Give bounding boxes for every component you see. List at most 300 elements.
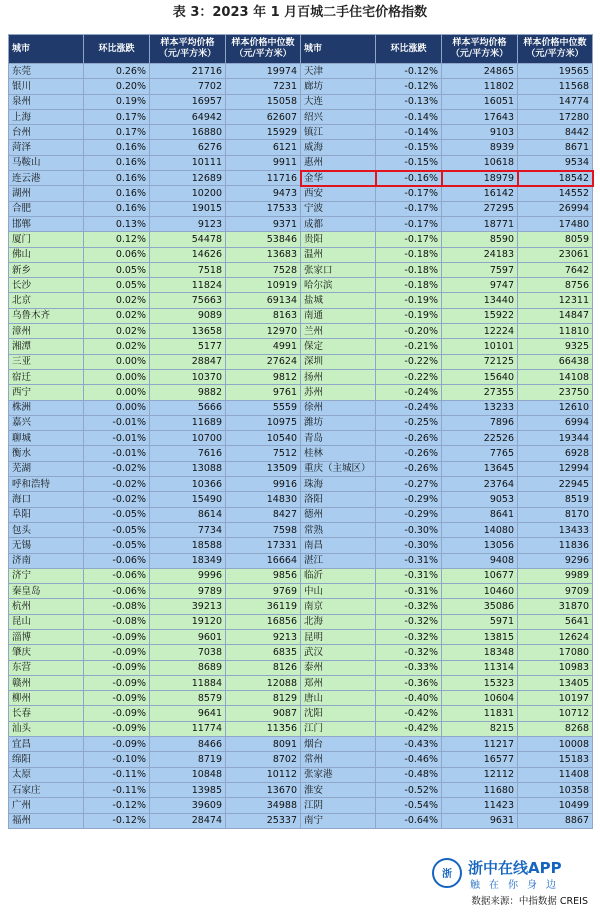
avg-price-cell: 39609 xyxy=(150,798,226,813)
change-cell: -0.08% xyxy=(84,614,150,629)
city-cell: 扬州 xyxy=(301,369,376,384)
change-cell: -0.18% xyxy=(376,278,442,293)
change-cell: -0.11% xyxy=(84,767,150,782)
median-price-cell: 11356 xyxy=(226,721,301,736)
change-cell: -0.32% xyxy=(376,645,442,660)
city-cell: 中山 xyxy=(301,584,376,599)
city-cell: 济宁 xyxy=(9,568,84,583)
avg-price-cell: 12689 xyxy=(150,171,226,186)
avg-price-cell: 9601 xyxy=(150,629,226,644)
avg-price-cell: 9123 xyxy=(150,216,226,231)
avg-price-cell: 9789 xyxy=(150,584,226,599)
avg-price-cell: 18771 xyxy=(442,216,518,231)
avg-price-cell: 54478 xyxy=(150,232,226,247)
avg-price-cell: 11831 xyxy=(442,706,518,721)
city-cell: 阜阳 xyxy=(9,507,84,522)
city-cell: 汕头 xyxy=(9,721,84,736)
median-price-cell: 10499 xyxy=(518,798,593,813)
table-row xyxy=(9,568,593,583)
median-price-cell: 31870 xyxy=(518,599,593,614)
city-cell: 绍兴 xyxy=(301,109,376,124)
city-cell: 廊坊 xyxy=(301,79,376,94)
median-price-cell: 10983 xyxy=(518,660,593,675)
change-cell: -0.12% xyxy=(84,798,150,813)
city-cell: 昆明 xyxy=(301,629,376,644)
change-cell: 0.05% xyxy=(84,262,150,277)
median-price-cell: 13433 xyxy=(518,522,593,537)
median-price-cell: 16856 xyxy=(226,614,301,629)
median-price-cell: 12624 xyxy=(518,629,593,644)
column-header: 样本平均价格（元/平方米） xyxy=(150,35,226,64)
city-cell: 湛江 xyxy=(301,553,376,568)
city-cell: 马鞍山 xyxy=(9,155,84,170)
table-row xyxy=(9,216,593,231)
avg-price-cell: 13088 xyxy=(150,461,226,476)
median-price-cell: 8059 xyxy=(518,232,593,247)
median-price-cell: 4991 xyxy=(226,339,301,354)
city-cell: 台州 xyxy=(9,125,84,140)
avg-price-cell: 10848 xyxy=(150,767,226,782)
table-row xyxy=(9,538,593,553)
avg-price-cell: 10200 xyxy=(150,186,226,201)
avg-price-cell: 28474 xyxy=(150,813,226,828)
city-cell: 淮安 xyxy=(301,782,376,797)
header-row xyxy=(9,35,593,64)
median-price-cell: 7231 xyxy=(226,79,301,94)
city-cell: 昆山 xyxy=(9,614,84,629)
change-cell: -0.13% xyxy=(376,94,442,109)
change-cell: -0.40% xyxy=(376,691,442,706)
median-price-cell: 27624 xyxy=(226,354,301,369)
table-row xyxy=(9,94,593,109)
avg-price-cell: 7518 xyxy=(150,262,226,277)
city-cell: 宁波 xyxy=(301,201,376,216)
table-row xyxy=(9,324,593,339)
change-cell: -0.52% xyxy=(376,782,442,797)
table-row xyxy=(9,79,593,94)
city-cell: 聊城 xyxy=(9,431,84,446)
change-cell: -0.27% xyxy=(376,477,442,492)
city-cell: 南通 xyxy=(301,308,376,323)
median-price-cell: 11716 xyxy=(226,171,301,186)
change-cell: -0.01% xyxy=(84,415,150,430)
change-cell: -0.31% xyxy=(376,553,442,568)
median-price-cell: 8268 xyxy=(518,721,593,736)
avg-price-cell: 13658 xyxy=(150,324,226,339)
change-cell: 0.16% xyxy=(84,201,150,216)
median-price-cell: 36119 xyxy=(226,599,301,614)
city-cell: 北京 xyxy=(9,293,84,308)
city-cell: 张家港 xyxy=(301,767,376,782)
change-cell: 0.17% xyxy=(84,125,150,140)
change-cell: -0.12% xyxy=(376,79,442,94)
city-cell: 菏泽 xyxy=(9,140,84,155)
avg-price-cell: 11314 xyxy=(442,660,518,675)
avg-price-cell: 7616 xyxy=(150,446,226,461)
table-row xyxy=(9,308,593,323)
city-cell: 淄博 xyxy=(9,629,84,644)
change-cell: -0.09% xyxy=(84,691,150,706)
city-cell: 常州 xyxy=(301,752,376,767)
median-price-cell: 8519 xyxy=(518,492,593,507)
change-cell: -0.09% xyxy=(84,629,150,644)
avg-price-cell: 9641 xyxy=(150,706,226,721)
table-row xyxy=(9,155,593,170)
table-row xyxy=(9,171,593,186)
city-cell: 东莞 xyxy=(9,64,84,79)
city-cell: 东营 xyxy=(9,660,84,675)
change-cell: -0.31% xyxy=(376,584,442,599)
city-cell: 大连 xyxy=(301,94,376,109)
table-row xyxy=(9,553,593,568)
median-price-cell: 17280 xyxy=(518,109,593,124)
city-cell: 嘉兴 xyxy=(9,415,84,430)
change-cell: -0.16% xyxy=(376,171,442,186)
city-cell: 青岛 xyxy=(301,431,376,446)
city-cell: 德州 xyxy=(301,507,376,522)
table-row xyxy=(9,782,593,797)
median-price-cell: 9856 xyxy=(226,568,301,583)
median-price-cell: 14552 xyxy=(518,186,593,201)
table-row xyxy=(9,492,593,507)
change-cell: -0.15% xyxy=(376,140,442,155)
city-cell: 泰州 xyxy=(301,660,376,675)
avg-price-cell: 5666 xyxy=(150,400,226,415)
median-price-cell: 25337 xyxy=(226,813,301,828)
median-price-cell: 23061 xyxy=(518,247,593,262)
price-index-table xyxy=(8,34,593,829)
avg-price-cell: 11689 xyxy=(150,415,226,430)
change-cell: -0.02% xyxy=(84,477,150,492)
avg-price-cell: 8590 xyxy=(442,232,518,247)
median-price-cell: 17080 xyxy=(518,645,593,660)
change-cell: -0.17% xyxy=(376,216,442,231)
city-cell: 金华 xyxy=(301,171,376,186)
city-cell: 株洲 xyxy=(9,400,84,415)
avg-price-cell: 72125 xyxy=(442,354,518,369)
avg-price-cell: 11217 xyxy=(442,737,518,752)
median-price-cell: 7528 xyxy=(226,262,301,277)
change-cell: 0.17% xyxy=(84,109,150,124)
change-cell: -0.06% xyxy=(84,553,150,568)
median-price-cell: 8756 xyxy=(518,278,593,293)
median-price-cell: 12311 xyxy=(518,293,593,308)
change-cell: 0.00% xyxy=(84,385,150,400)
change-cell: 0.20% xyxy=(84,79,150,94)
change-cell: 0.13% xyxy=(84,216,150,231)
change-cell: 0.16% xyxy=(84,140,150,155)
median-price-cell: 11568 xyxy=(518,79,593,94)
avg-price-cell: 10101 xyxy=(442,339,518,354)
median-price-cell: 8702 xyxy=(226,752,301,767)
avg-price-cell: 9747 xyxy=(442,278,518,293)
table-row xyxy=(9,125,593,140)
avg-price-cell: 13645 xyxy=(442,461,518,476)
city-cell: 张家口 xyxy=(301,262,376,277)
city-cell: 镇江 xyxy=(301,125,376,140)
city-cell: 福州 xyxy=(9,813,84,828)
change-cell: 0.00% xyxy=(84,369,150,384)
median-price-cell: 10008 xyxy=(518,737,593,752)
median-price-cell: 19344 xyxy=(518,431,593,446)
avg-price-cell: 18348 xyxy=(442,645,518,660)
change-cell: -0.43% xyxy=(376,737,442,752)
median-price-cell: 8671 xyxy=(518,140,593,155)
median-price-cell: 8163 xyxy=(226,308,301,323)
table-row xyxy=(9,431,593,446)
avg-price-cell: 18979 xyxy=(442,171,518,186)
median-price-cell: 13509 xyxy=(226,461,301,476)
avg-price-cell: 10618 xyxy=(442,155,518,170)
change-cell: 0.16% xyxy=(84,186,150,201)
table-row xyxy=(9,109,593,124)
change-cell: -0.18% xyxy=(376,247,442,262)
city-cell: 南京 xyxy=(301,599,376,614)
median-price-cell: 11836 xyxy=(518,538,593,553)
median-price-cell: 13405 xyxy=(518,675,593,690)
avg-price-cell: 75663 xyxy=(150,293,226,308)
median-price-cell: 6835 xyxy=(226,645,301,660)
city-cell: 成都 xyxy=(301,216,376,231)
median-price-cell: 15183 xyxy=(518,752,593,767)
median-price-cell: 11408 xyxy=(518,767,593,782)
avg-price-cell: 13056 xyxy=(442,538,518,553)
median-price-cell: 9761 xyxy=(226,385,301,400)
column-header: 环比涨跌 xyxy=(84,35,150,64)
avg-price-cell: 14080 xyxy=(442,522,518,537)
median-price-cell: 9916 xyxy=(226,477,301,492)
city-cell: 南昌 xyxy=(301,538,376,553)
column-header: 样本平均价格（元/平方米） xyxy=(442,35,518,64)
city-cell: 银川 xyxy=(9,79,84,94)
avg-price-cell: 8215 xyxy=(442,721,518,736)
median-price-cell: 10975 xyxy=(226,415,301,430)
city-cell: 深圳 xyxy=(301,354,376,369)
avg-price-cell: 10460 xyxy=(442,584,518,599)
app-logo-icon: 浙 xyxy=(432,858,462,888)
avg-price-cell: 13985 xyxy=(150,782,226,797)
avg-price-cell: 8466 xyxy=(150,737,226,752)
change-cell: -0.05% xyxy=(84,507,150,522)
city-cell: 新乡 xyxy=(9,262,84,277)
median-price-cell: 7642 xyxy=(518,262,593,277)
table-row xyxy=(9,415,593,430)
city-cell: 杭州 xyxy=(9,599,84,614)
table-row xyxy=(9,584,593,599)
change-cell: -0.12% xyxy=(84,813,150,828)
city-cell: 济南 xyxy=(9,553,84,568)
median-price-cell: 6121 xyxy=(226,140,301,155)
city-cell: 武汉 xyxy=(301,645,376,660)
median-price-cell: 10919 xyxy=(226,278,301,293)
avg-price-cell: 16957 xyxy=(150,94,226,109)
change-cell: -0.15% xyxy=(376,155,442,170)
change-cell: -0.32% xyxy=(376,629,442,644)
city-cell: 哈尔滨 xyxy=(301,278,376,293)
median-price-cell: 69134 xyxy=(226,293,301,308)
change-cell: -0.29% xyxy=(376,492,442,507)
median-price-cell: 5559 xyxy=(226,400,301,415)
change-cell: -0.01% xyxy=(84,446,150,461)
avg-price-cell: 11824 xyxy=(150,278,226,293)
table-row xyxy=(9,675,593,690)
median-price-cell: 16664 xyxy=(226,553,301,568)
change-cell: -0.11% xyxy=(84,782,150,797)
change-cell: 0.12% xyxy=(84,232,150,247)
table-row xyxy=(9,645,593,660)
column-header: 城市 xyxy=(9,35,84,64)
change-cell: -0.64% xyxy=(376,813,442,828)
median-price-cell: 22945 xyxy=(518,477,593,492)
avg-price-cell: 7765 xyxy=(442,446,518,461)
city-cell: 连云港 xyxy=(9,171,84,186)
table-row xyxy=(9,767,593,782)
avg-price-cell: 9089 xyxy=(150,308,226,323)
median-price-cell: 14847 xyxy=(518,308,593,323)
change-cell: -0.08% xyxy=(84,599,150,614)
table-row xyxy=(9,201,593,216)
change-cell: 0.02% xyxy=(84,324,150,339)
table-row xyxy=(9,507,593,522)
change-cell: 0.00% xyxy=(84,400,150,415)
table-title: 表 3：2023 年 1 月百城二手住宅价格指数 xyxy=(172,5,428,20)
avg-price-cell: 8641 xyxy=(442,507,518,522)
change-cell: -0.42% xyxy=(376,721,442,736)
change-cell: -0.09% xyxy=(84,706,150,721)
avg-price-cell: 28847 xyxy=(150,354,226,369)
change-cell: -0.05% xyxy=(84,522,150,537)
city-cell: 烟台 xyxy=(301,737,376,752)
avg-price-cell: 7734 xyxy=(150,522,226,537)
change-cell: -0.02% xyxy=(84,461,150,476)
median-price-cell: 15058 xyxy=(226,94,301,109)
city-cell: 太原 xyxy=(9,767,84,782)
change-cell: 0.02% xyxy=(84,293,150,308)
avg-price-cell: 10111 xyxy=(150,155,226,170)
change-cell: 0.02% xyxy=(84,339,150,354)
avg-price-cell: 11774 xyxy=(150,721,226,736)
avg-price-cell: 22526 xyxy=(442,431,518,446)
app-watermark-logo xyxy=(430,855,590,891)
change-cell: -0.33% xyxy=(376,660,442,675)
city-cell: 威海 xyxy=(301,140,376,155)
avg-price-cell: 19015 xyxy=(150,201,226,216)
change-cell: -0.17% xyxy=(376,201,442,216)
median-price-cell: 12610 xyxy=(518,400,593,415)
median-price-cell: 7512 xyxy=(226,446,301,461)
median-price-cell: 12994 xyxy=(518,461,593,476)
avg-price-cell: 11884 xyxy=(150,675,226,690)
city-cell: 宿迁 xyxy=(9,369,84,384)
median-price-cell: 8442 xyxy=(518,125,593,140)
city-cell: 盐城 xyxy=(301,293,376,308)
median-price-cell: 9989 xyxy=(518,568,593,583)
city-cell: 郑州 xyxy=(301,675,376,690)
city-cell: 南宁 xyxy=(301,813,376,828)
change-cell: -0.29% xyxy=(376,507,442,522)
change-cell: -0.19% xyxy=(376,293,442,308)
city-cell: 珠海 xyxy=(301,477,376,492)
city-cell: 西安 xyxy=(301,186,376,201)
median-price-cell: 10112 xyxy=(226,767,301,782)
avg-price-cell: 16577 xyxy=(442,752,518,767)
median-price-cell: 9371 xyxy=(226,216,301,231)
table-row xyxy=(9,354,593,369)
avg-price-cell: 9996 xyxy=(150,568,226,583)
column-header: 环比涨跌 xyxy=(376,35,442,64)
median-price-cell: 12088 xyxy=(226,675,301,690)
median-price-cell: 19565 xyxy=(518,64,593,79)
change-cell: -0.31% xyxy=(376,568,442,583)
change-cell: -0.14% xyxy=(376,109,442,124)
median-price-cell: 9812 xyxy=(226,369,301,384)
change-cell: -0.24% xyxy=(376,385,442,400)
city-cell: 洛阳 xyxy=(301,492,376,507)
avg-price-cell: 18588 xyxy=(150,538,226,553)
change-cell: -0.06% xyxy=(84,584,150,599)
avg-price-cell: 10370 xyxy=(150,369,226,384)
median-price-cell: 17533 xyxy=(226,201,301,216)
median-price-cell: 9213 xyxy=(226,629,301,644)
table-row xyxy=(9,721,593,736)
city-cell: 上海 xyxy=(9,109,84,124)
city-cell: 广州 xyxy=(9,798,84,813)
median-price-cell: 62607 xyxy=(226,109,301,124)
city-cell: 临沂 xyxy=(301,568,376,583)
median-price-cell: 11810 xyxy=(518,324,593,339)
city-cell: 温州 xyxy=(301,247,376,262)
city-cell: 惠州 xyxy=(301,155,376,170)
table-row xyxy=(9,522,593,537)
change-cell: -0.22% xyxy=(376,369,442,384)
avg-price-cell: 15490 xyxy=(150,492,226,507)
avg-price-cell: 15640 xyxy=(442,369,518,384)
city-cell: 徐州 xyxy=(301,400,376,415)
avg-price-cell: 7597 xyxy=(442,262,518,277)
avg-price-cell: 10366 xyxy=(150,477,226,492)
change-cell: 0.00% xyxy=(84,354,150,369)
avg-price-cell: 13440 xyxy=(442,293,518,308)
avg-price-cell: 15922 xyxy=(442,308,518,323)
avg-price-cell: 17643 xyxy=(442,109,518,124)
table-row xyxy=(9,691,593,706)
avg-price-cell: 7038 xyxy=(150,645,226,660)
city-cell: 邯郸 xyxy=(9,216,84,231)
avg-price-cell: 8689 xyxy=(150,660,226,675)
median-price-cell: 15929 xyxy=(226,125,301,140)
avg-price-cell: 9408 xyxy=(442,553,518,568)
change-cell: -0.17% xyxy=(376,232,442,247)
change-cell: -0.09% xyxy=(84,645,150,660)
median-price-cell: 6994 xyxy=(518,415,593,430)
median-price-cell: 66438 xyxy=(518,354,593,369)
change-cell: -0.10% xyxy=(84,752,150,767)
table-row xyxy=(9,599,593,614)
table-row xyxy=(9,446,593,461)
avg-price-cell: 23764 xyxy=(442,477,518,492)
change-cell: -0.05% xyxy=(84,538,150,553)
table-row xyxy=(9,752,593,767)
change-cell: -0.42% xyxy=(376,706,442,721)
city-cell: 湘潭 xyxy=(9,339,84,354)
change-cell: 0.02% xyxy=(84,308,150,323)
median-price-cell: 13670 xyxy=(226,782,301,797)
table-row xyxy=(9,798,593,813)
city-cell: 石家庄 xyxy=(9,782,84,797)
city-cell: 长春 xyxy=(9,706,84,721)
city-cell: 西宁 xyxy=(9,385,84,400)
city-cell: 包头 xyxy=(9,522,84,537)
